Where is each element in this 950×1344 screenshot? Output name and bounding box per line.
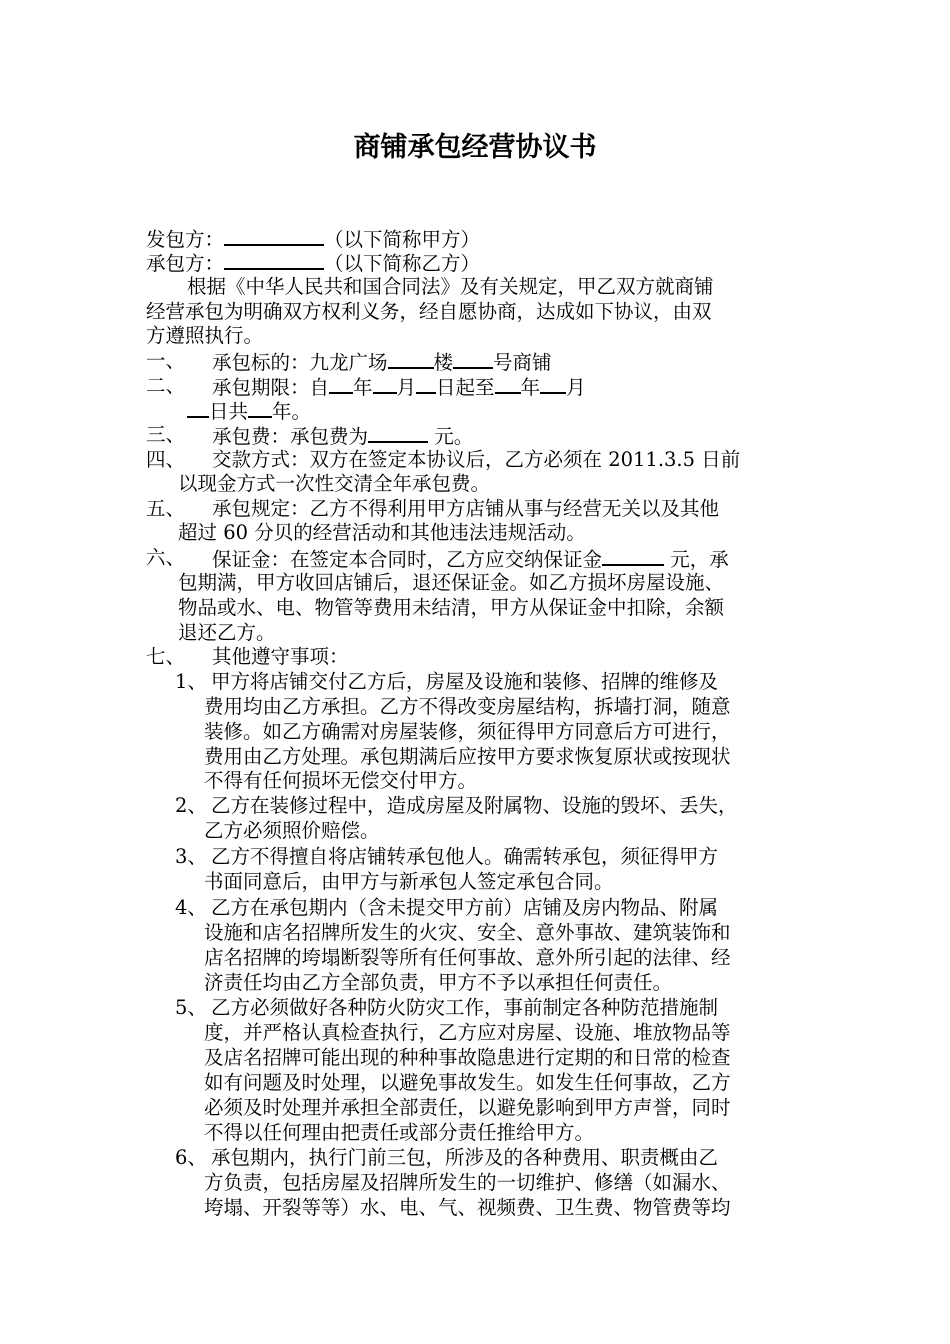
item-3-line: 书面同意后，由甲方与新承包人签定承包合同。 <box>204 870 614 893</box>
item-5-line: 不得以任何理由把责任或部分责任推给甲方。 <box>204 1121 595 1144</box>
clause-7-heading: 其他遵守事项： <box>212 645 349 668</box>
start-year-blank <box>329 374 353 394</box>
item-5-line: 必须及时处理并承担全部责任，以避免影响到甲方声誉，同时 <box>204 1096 731 1119</box>
item-6-line: 垮塌、开裂等等）水、电、气、视频费、卫生费、物管费等均 <box>204 1196 731 1219</box>
item-1-line: 费用由乙方处理。承包期满后应按甲方要求恢复原状或按现状 <box>204 745 731 768</box>
item-2-number: 2、 <box>175 794 207 817</box>
item-5-line: 如有问题及时处理，以避免事故发生。如发生任何事故，乙方 <box>204 1071 731 1094</box>
clause-3-number: 三、 <box>146 423 186 446</box>
party-b-label: 承包方： <box>146 252 225 275</box>
clause-1-text: 承包标的：九龙广场 楼 号商铺 <box>212 351 552 374</box>
item-5-line: 度，并严格认真检查执行，乙方应对房屋、设施、堆放物品等 <box>204 1021 731 1044</box>
item-4-line: 济责任均由乙方全部负责，甲方不予以承担任何责任。 <box>204 971 673 994</box>
item-6-number: 6、 <box>175 1146 207 1169</box>
item-5-line: 乙方必须做好各种防火防灾工作，事前制定各种防范措施制 <box>211 996 719 1019</box>
party-a-note: （以下简称甲方） <box>324 228 481 251</box>
party-a-label: 发包方： <box>146 228 225 251</box>
item-3-line: 乙方不得擅自将店铺转承包他人。确需转承包，须征得甲方 <box>211 845 719 868</box>
start-month-blank <box>373 374 397 394</box>
item-5-number: 5、 <box>175 996 207 1019</box>
item-1-line: 装修。如乙方确需对房屋装修，须征得甲方同意后方可进行， <box>204 720 731 743</box>
preamble-line-1: 根据《中华人民共和国合同法》及有关规定，甲乙双方就商铺 <box>187 275 714 298</box>
clause-4-line-2: 以现金方式一次性交清全年承包费。 <box>178 472 491 495</box>
clause-7-number: 七、 <box>146 645 186 668</box>
preamble-line-3: 方遵照执行。 <box>146 324 264 347</box>
clause-6-line-2: 包期满，甲方收回店铺后，退还保证金。如乙方损坏房屋设施、 <box>178 571 725 594</box>
building-blank <box>388 349 434 369</box>
item-4-line: 设施和店名招牌所发生的火灾、安全、意外事故、建筑装饰和 <box>204 921 731 944</box>
party-b-blank <box>224 250 324 270</box>
clause-2-number: 二、 <box>146 374 186 397</box>
clause-5-line-1: 承包规定：乙方不得利用甲方店铺从事与经营无关以及其他 <box>212 497 720 520</box>
party-a-blank <box>224 226 324 246</box>
clause-3-text: 承包费：承包费为 元。 <box>212 425 474 448</box>
item-6-line: 承包期内，执行门前三包，所涉及的各种费用、职责概由乙 <box>211 1146 719 1169</box>
clause-5-line-2: 超过 60 分贝的经营活动和其他违法违规活动。 <box>178 521 586 544</box>
party-a-line <box>146 226 480 252</box>
end-month-blank <box>540 374 566 394</box>
document-title: 商铺承包经营协议书 <box>353 132 597 163</box>
item-3-number: 3、 <box>175 845 207 868</box>
shop-number-blank <box>453 349 493 369</box>
clause-6-line-1: 保证金：在签定本合同时，乙方应交纳保证金 元，承 <box>212 548 729 571</box>
preamble-line-2: 经营承包为明确双方权利义务，经自愿协商，达成如下协议，由双 <box>146 300 712 323</box>
item-1-number: 1、 <box>175 670 207 693</box>
clause-6-number: 六、 <box>146 546 186 569</box>
item-2-line: 乙方必须照价赔偿。 <box>204 819 380 842</box>
clause-2-text-cont: 日共 年。 <box>187 398 311 424</box>
item-1-line: 费用均由乙方承担。乙方不得改变房屋结构，拆墙打洞，随意 <box>204 695 731 718</box>
clause-4-number: 四、 <box>146 448 186 471</box>
end-year-blank <box>495 374 521 394</box>
end-day-blank <box>187 398 209 418</box>
start-day-blank <box>416 374 436 394</box>
party-b-line <box>146 250 480 276</box>
clause-2-text: 承包期限：自 年 月 日起至 年 月 <box>212 376 586 399</box>
party-b-note: （以下简称乙方） <box>324 252 481 275</box>
clause-6-line-3: 物品或水、电、物管等费用未结清，甲方从保证金中扣除，余额 <box>178 596 725 619</box>
clause-5-number: 五、 <box>146 497 186 520</box>
item-1-line: 甲方将店铺交付乙方后，房屋及设施和装修、招牌的维修及 <box>211 670 719 693</box>
item-4-line: 乙方在承包期内（含未提交甲方前）店铺及房内物品、附属 <box>211 896 719 919</box>
deposit-blank <box>602 546 664 566</box>
clause-6-line-4: 退还乙方。 <box>178 621 276 644</box>
fee-blank <box>368 423 428 443</box>
clause-4-line-1: 交款方式：双方在签定本协议后，乙方必须在 2011.3.5 日前 <box>212 448 741 471</box>
item-5-line: 及店名招牌可能出现的种种事故隐患进行定期的和日常的检查 <box>204 1046 731 1069</box>
item-1-line: 不得有任何损坏无偿交付甲方。 <box>204 769 478 792</box>
item-4-line: 店名招牌的垮塌断裂等所有任何事故、意外所引起的法律、经 <box>204 946 731 969</box>
clause-1-number: 一、 <box>146 349 186 372</box>
total-years-blank <box>248 398 272 418</box>
item-4-number: 4、 <box>175 896 207 919</box>
item-6-line: 方负责，包括房屋及招牌所发生的一切维护、修缮（如漏水、 <box>204 1171 731 1194</box>
item-2-line: 乙方在装修过程中，造成房屋及附属物、设施的毁坏、丢失， <box>211 794 738 817</box>
